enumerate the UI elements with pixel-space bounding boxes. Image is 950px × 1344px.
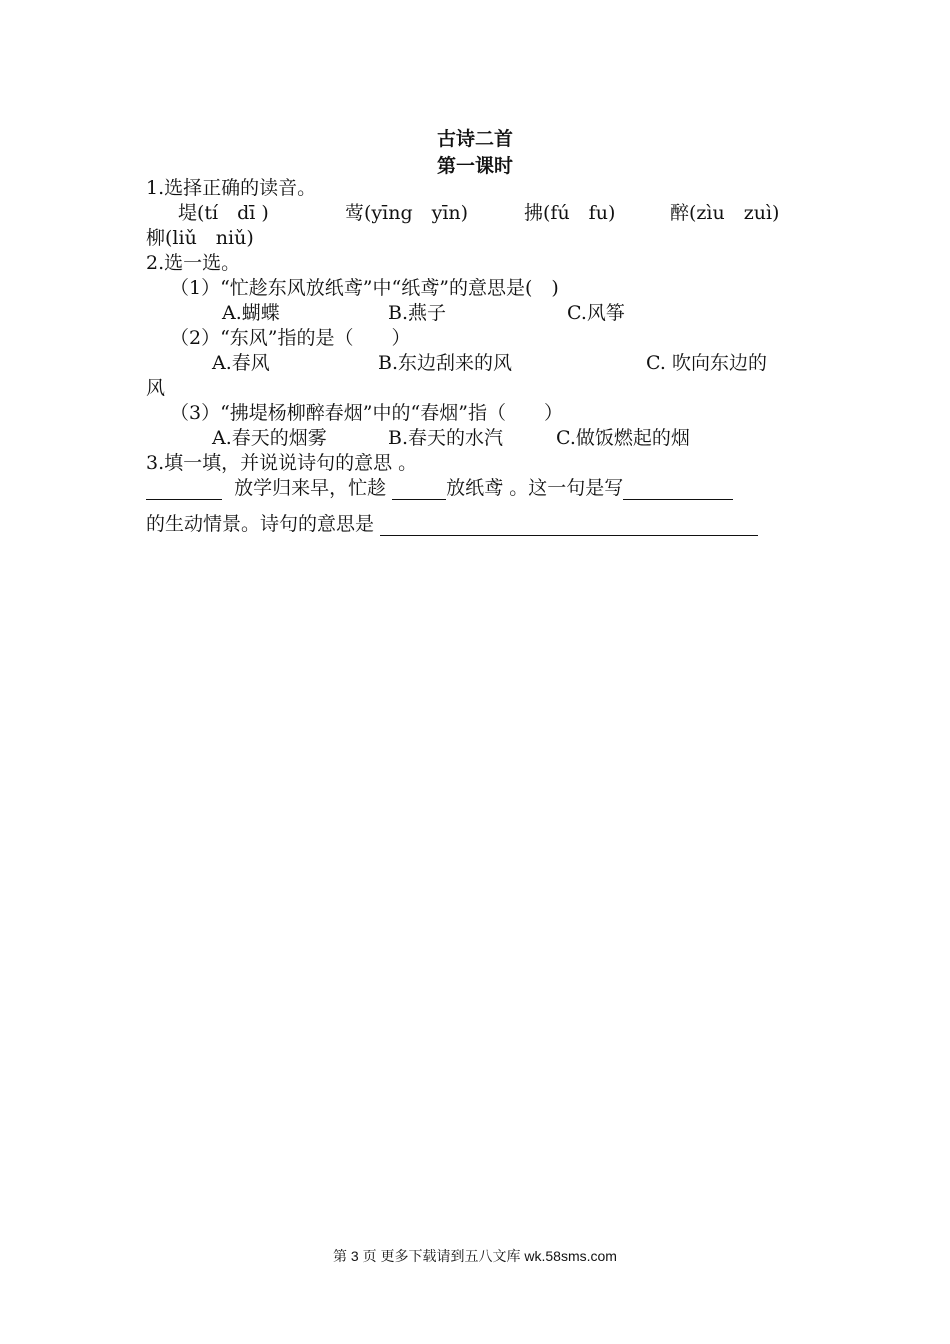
q3-part1: 放学归来早，忙趁 xyxy=(234,477,387,499)
option: B.春天的水汽 xyxy=(388,427,504,449)
fill-blank[interactable] xyxy=(392,479,446,500)
q1-item: 莺(yīng yīn) xyxy=(345,202,469,224)
option: A.春风 xyxy=(212,352,270,374)
q3-part3: 的生动情景。诗句的意思是 xyxy=(146,513,375,535)
q3-line2 xyxy=(146,512,758,536)
q2-heading: 2.选一选。 xyxy=(146,252,241,274)
option: C.风筝 xyxy=(567,302,625,324)
q1-heading: 1.选择正确的读音。 xyxy=(146,177,317,199)
q1-item: 堤(tí dī ) xyxy=(178,202,269,224)
option: A.春天的烟雾 xyxy=(212,427,327,449)
q1-item: 柳(liǔ niǔ) xyxy=(146,227,254,249)
fill-blank[interactable] xyxy=(146,479,222,500)
option: C. 吹向东边的 xyxy=(646,352,767,374)
page-subtitle: 第一课时 xyxy=(436,155,513,177)
option: A.蝴蝶 xyxy=(222,302,280,324)
option: B.东边刮来的风 xyxy=(378,352,513,374)
q3-line1 xyxy=(146,476,733,500)
q2-1-question: （1）“忙趁东风放纸鸢”中“纸鸢”的意思是( ) xyxy=(170,277,559,299)
q2-3-question: （3）“拂堤杨柳醉春烟”中的“春烟”指（ ） xyxy=(170,402,563,424)
option: C.做饭燃起的烟 xyxy=(556,427,690,449)
option-wrap: 风 xyxy=(146,377,166,399)
option: B.燕子 xyxy=(388,302,447,324)
q1-item: 醉(zìu zuì) xyxy=(670,202,780,224)
q2-2-question: （2）“东风”指的是（ ） xyxy=(170,327,411,349)
fill-blank[interactable] xyxy=(380,515,758,536)
q1-item: 拂(fú fu) xyxy=(524,202,616,224)
fill-blank[interactable] xyxy=(623,479,733,500)
q3-part2: 放纸鸢 。这一句是写 xyxy=(446,477,624,499)
page-title: 古诗二首 xyxy=(436,128,513,150)
q3-heading: 3.填一填，并说说诗句的意思 。 xyxy=(146,452,418,474)
page-footer: 第 3 页 更多下载请到五八文库 wk.58sms.com xyxy=(333,1248,617,1264)
